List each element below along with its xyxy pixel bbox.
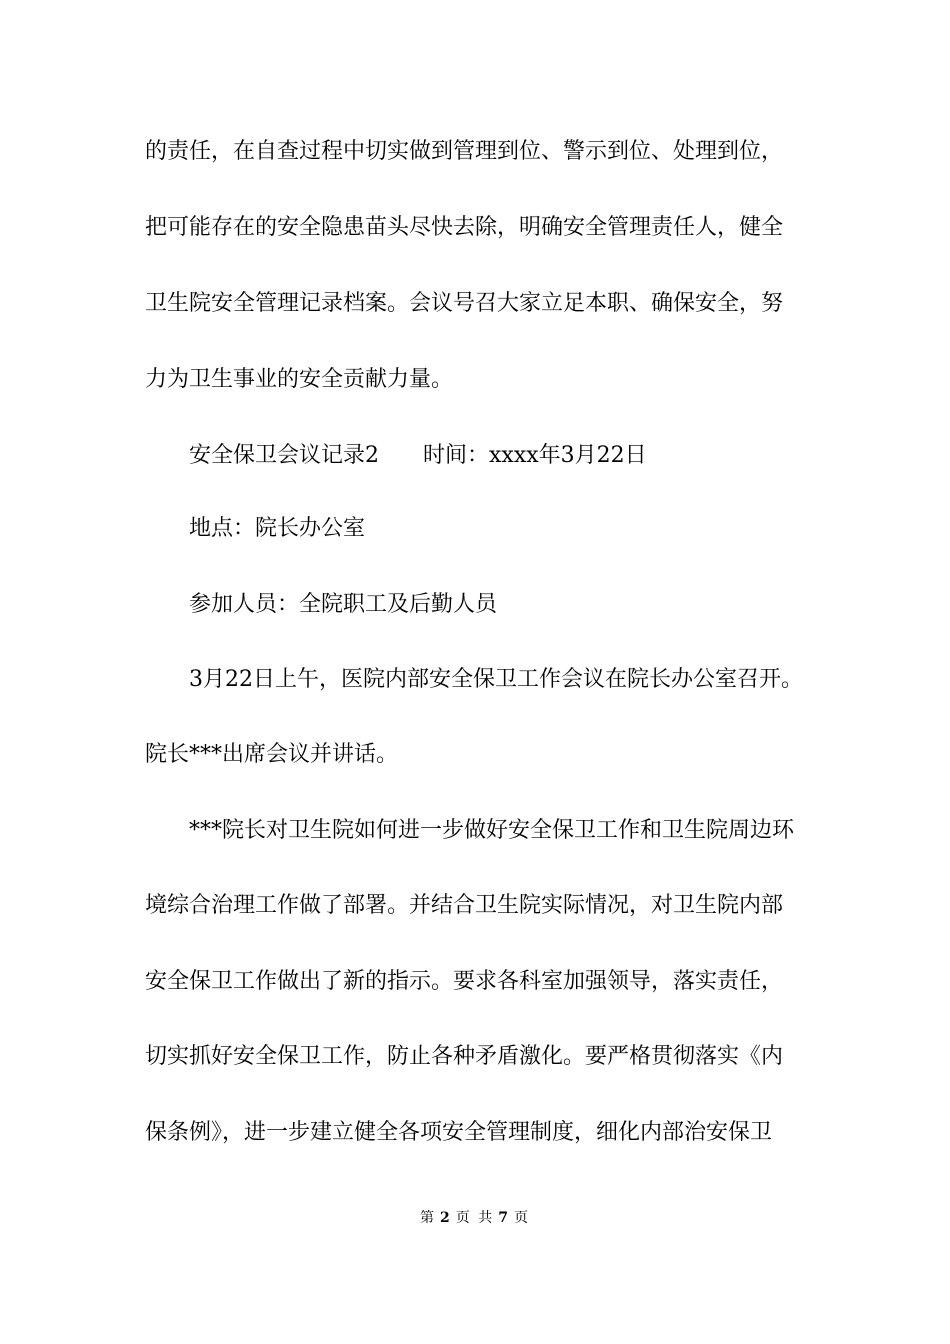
- paragraph3-line-5: 保条例》，进一步建立健全各项安全管理制度，细化内部治安保卫: [145, 1120, 773, 1145]
- footer-suffix: 页: [513, 1210, 530, 1226]
- paragraph3-line-4: 切实抓好安全保卫工作，防止各种矛盾激化。要严格贯彻落实《内: [145, 1044, 784, 1069]
- meeting-attendees: 参加人员：全院职工及后勤人员: [189, 592, 498, 617]
- record-heading-line: [189, 441, 647, 471]
- paragraph2-line-1: 3月22日上午，医院内部安全保卫工作会议在院长办公室召开。: [189, 667, 803, 692]
- paragraph2-line-2: 院长***出席会议并讲话。: [145, 742, 399, 767]
- footer-mid: 页 共: [455, 1210, 495, 1226]
- body-line-3: 卫生院安全管理记录档案。会议号召大家立足本职、确保安全，努: [145, 291, 784, 316]
- body-line-2: 把可能存在的安全隐患苗头尽快去除，明确安全管理责任人，健全: [145, 215, 784, 240]
- footer-total-pages: 7: [498, 1210, 510, 1226]
- page-footer: [0, 1209, 950, 1227]
- meeting-location: 地点：院长办公室: [189, 516, 366, 541]
- paragraph3-line-2: 境综合治理工作做了部署。并结合卫生院实际情况，对卫生院内部: [145, 893, 784, 918]
- paragraph3-line-3: 安全保卫工作做出了新的指示。要求各科室加强领导，落实责任，: [145, 969, 784, 994]
- footer-current-page: 2: [440, 1210, 452, 1226]
- record-time: 时间：xxxx年3月22日: [423, 443, 647, 468]
- body-line-1: 的责任，在自查过程中切实做到管理到位、警示到位、处理到位，: [145, 139, 784, 164]
- body-line-4: 力为卫生事业的安全贡献力量。: [145, 367, 454, 392]
- record-title: 安全保卫会议记录2: [189, 443, 379, 468]
- footer-prefix: 第: [420, 1210, 437, 1226]
- paragraph3-line-1: ***院长对卫生院如何进一步做好安全保卫工作和卫生院周边环: [189, 818, 795, 843]
